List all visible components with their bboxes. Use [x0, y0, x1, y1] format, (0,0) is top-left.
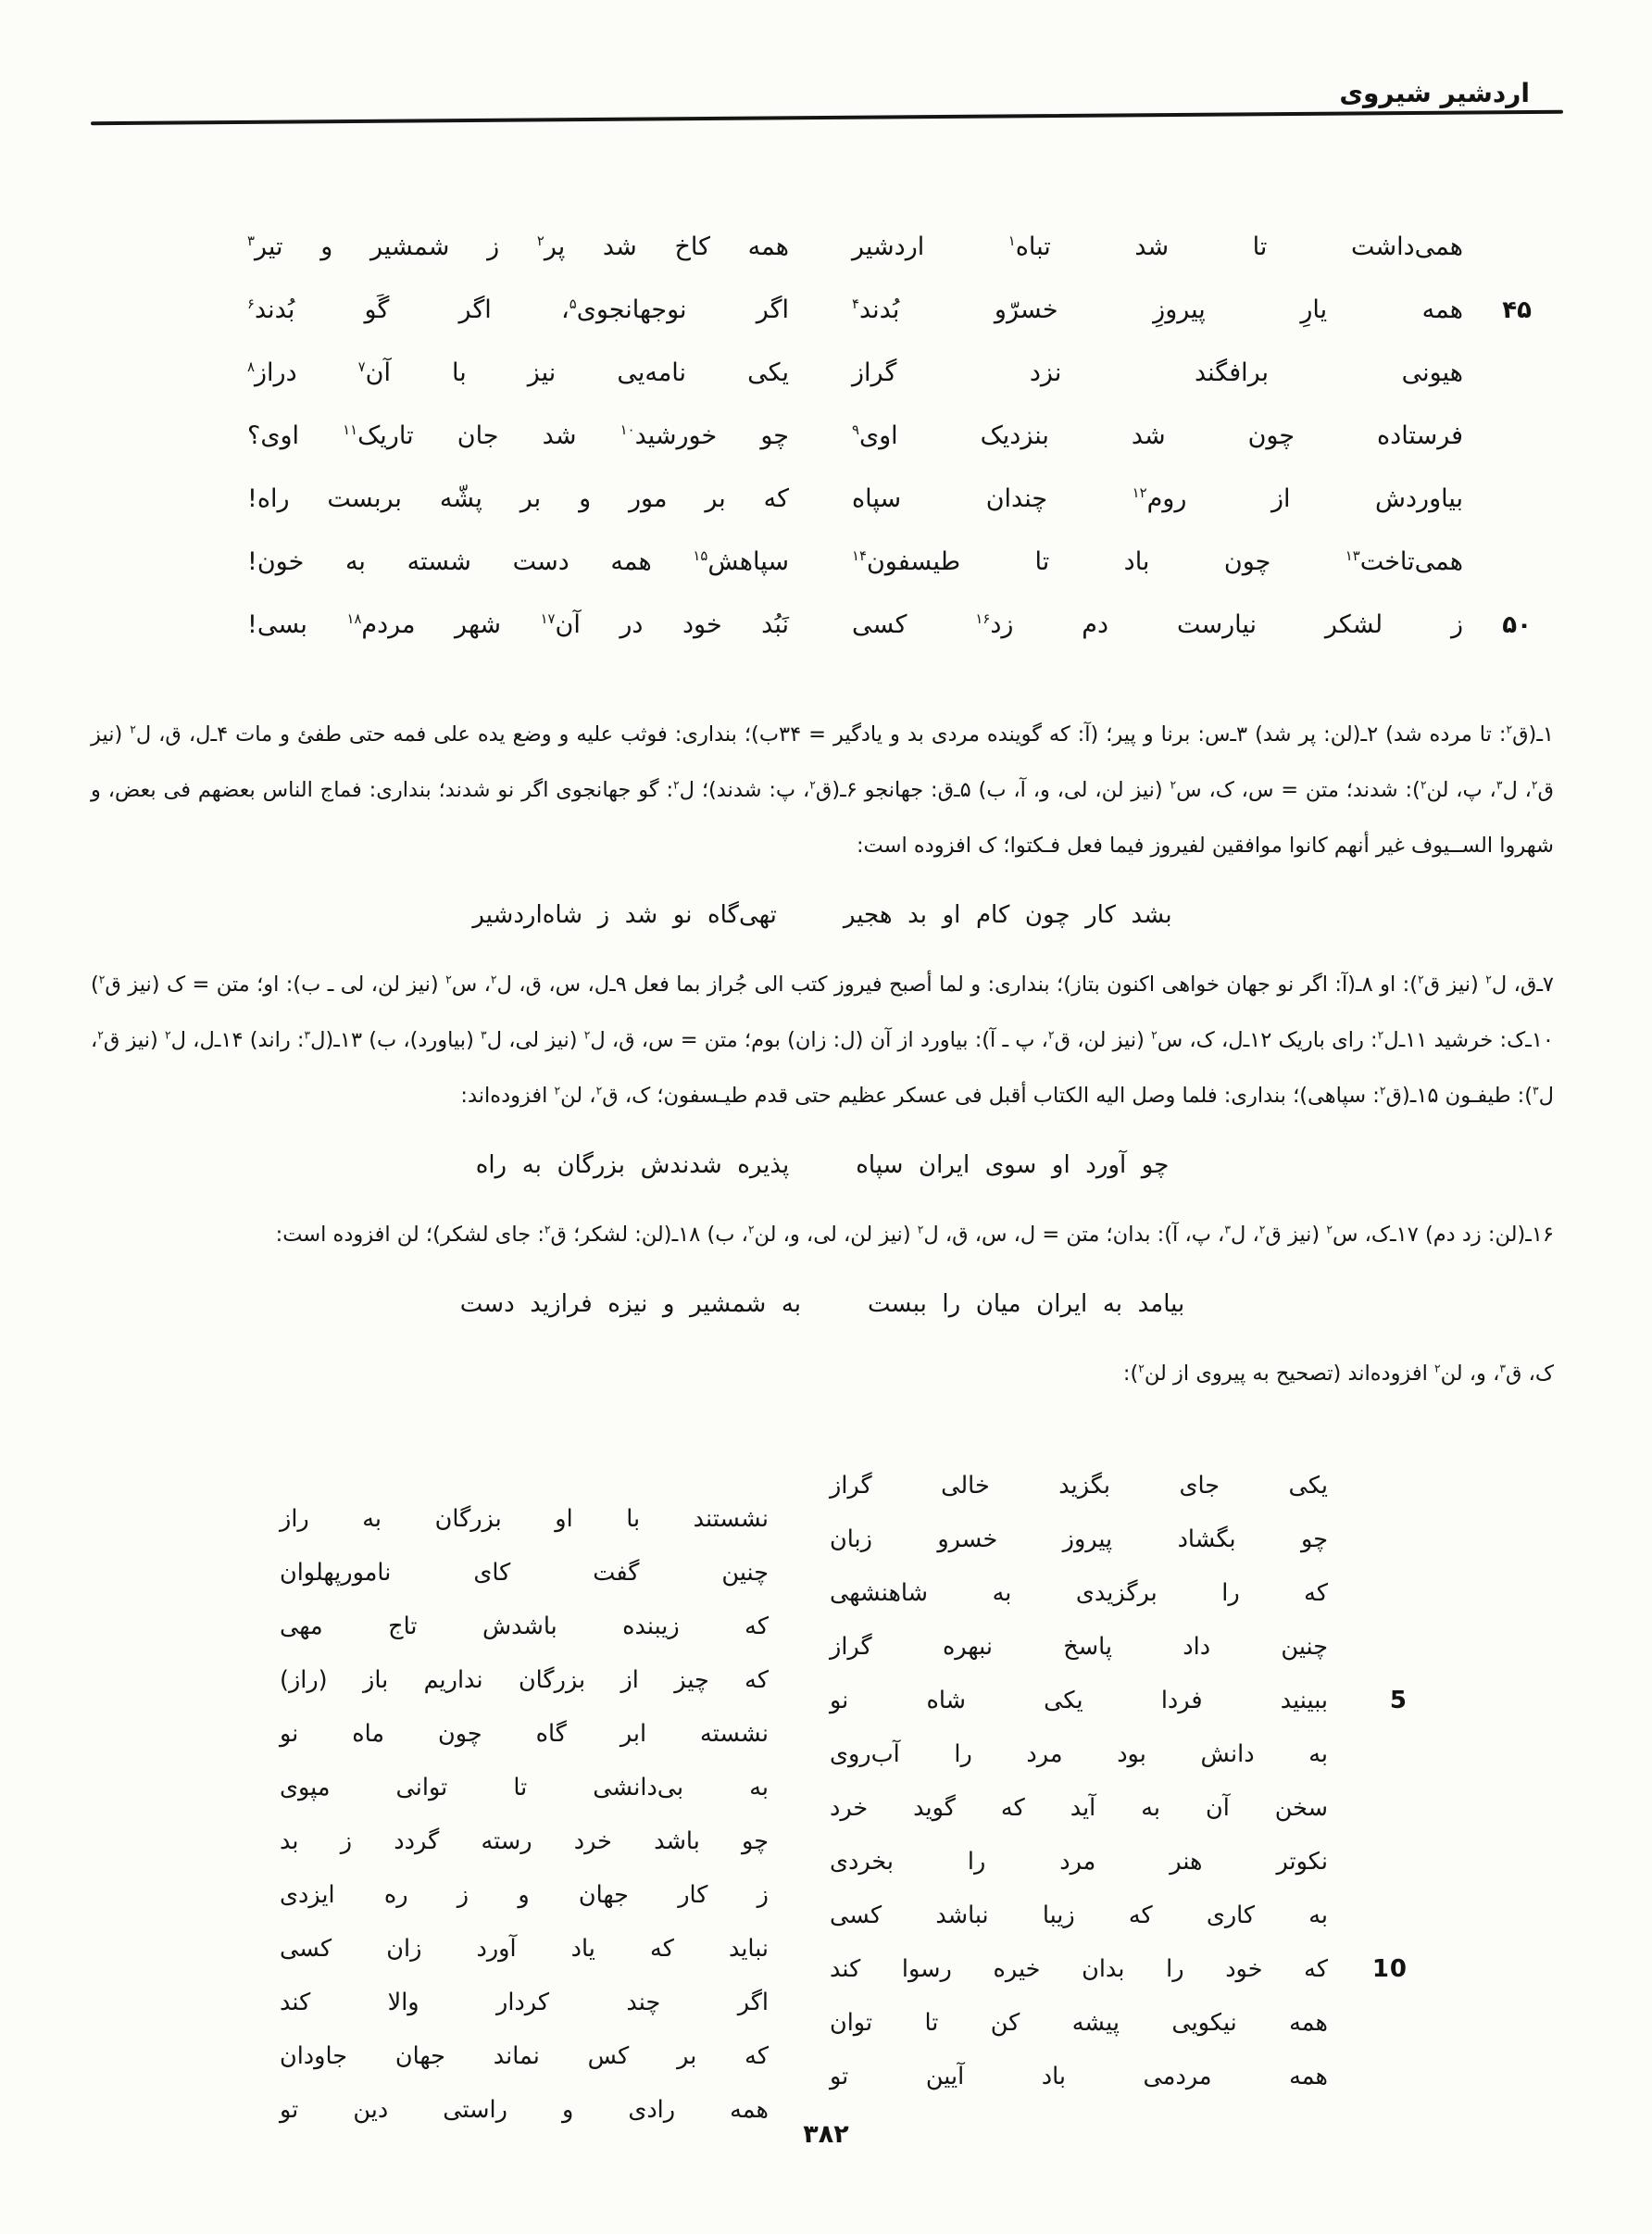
hemistich-left: که بر مور و بر پشّه بربست راه! — [247, 484, 789, 513]
quoted-hemistich-right: بشد کار چون کام او بد هجیر — [843, 901, 1172, 929]
hemistich-left: چو باشد خرد رسته گردد ز بد — [280, 1827, 769, 1855]
quoted-hemistich-left: به شمشیر و نیزه فرازید دست — [459, 1290, 802, 1318]
hemistich-left: نشستند با او بزرگان به راز — [280, 1505, 769, 1533]
hemistich-right: همی‌داشت تا شد تباه$^۱$ اردشیر — [852, 232, 1463, 261]
verse-row — [0, 342, 1532, 405]
hemistich-left: اگر چند کردار والا کند — [280, 1989, 769, 2016]
hemistich-left: یکی نامه‌یی نیز با آن$^۷$ دراز$^۸$ — [247, 358, 789, 387]
hemistich-right: چنین داد پاسخ نبهره گراز — [830, 1633, 1328, 1661]
verse-row — [0, 216, 1532, 279]
hemistich-left: اگر نوجهانجوی$^۵$، اگر گَو بُدند$^۶$ — [247, 295, 789, 324]
hemistich-left: ز کار جهان و ز ره ایزدی — [280, 1881, 769, 1909]
running-head — [0, 0, 1652, 108]
hemistich-left: نَبُد خود در آن$^{۱۷}$ شهر مردم$^{۱۸}$ بسی! — [247, 610, 790, 639]
quoted-verse-3 — [91, 1262, 1554, 1346]
verse-row — [0, 468, 1532, 531]
critical-apparatus — [91, 707, 1554, 1401]
quoted-hemistich-left: تهی‌گاه نو شد ز شاه‌اردشیر — [472, 901, 777, 929]
quoted-hemistich-right: بیامد به ایران میان را ببست — [868, 1290, 1185, 1318]
hemistich-right: همه یارِ پیروزِ خسرّو بُدند$^۴$ — [852, 295, 1463, 324]
verse-number-gutter — [1328, 1459, 1432, 2137]
quoted-hemistich-left: پذیره شدندش بزرگان به راه — [475, 1151, 790, 1179]
appendix-poem-block — [0, 1459, 1652, 2137]
hemistich-right: همه مردمی باد آیین تو — [830, 2063, 1328, 2090]
verse-number: 5 — [1389, 1687, 1408, 1714]
hemistich-right: به کاری که زیبا نباشد کسی — [830, 1901, 1328, 1929]
appendix-column-left — [280, 1459, 769, 2137]
verse-number: ۴۵ — [1502, 296, 1532, 324]
hemistich-right: ببینید فردا یکی شاه نو — [830, 1687, 1328, 1714]
quoted-verse-2 — [91, 1123, 1554, 1207]
verse-number: ۵۰ — [1502, 611, 1532, 639]
hemistich-left: که بر کس نماند جهان جاودان — [280, 2042, 769, 2070]
hemistich-right: که را برگزیدی به شاهنشهی — [830, 1579, 1328, 1607]
hemistich-left: چنین گفت کای نامورپهلوان — [280, 1559, 769, 1587]
main-poem-block — [0, 216, 1532, 657]
hemistich-right: همه نیکویی پیشه کن تا توان — [830, 2009, 1328, 2037]
hemistich-left: سپاهش$^{۱۵}$ همه دست شسته به خون! — [247, 547, 789, 576]
hemistich-right: که خود را بدان خیره رسوا کند — [830, 1955, 1328, 1983]
appendix-column-right — [830, 1459, 1328, 2137]
hemistich-right: به دانش بود مرد را آب‌روی — [830, 1740, 1328, 1768]
page-title: اردشیر شیروی — [1339, 78, 1530, 108]
hemistich-left: همه کاخ شد پر$^۲$ ز شمشیر و تیر$^۳$ — [247, 232, 789, 261]
hemistich-left: چو خورشید$^{۱۰}$ شد جان تاریک$^{۱۱}$ اوی؟ — [247, 421, 790, 450]
page-number: ۳۸۲ — [803, 2120, 849, 2149]
hemistich-left: که چیز از بزرگان نداریم باز (راز) — [280, 1666, 769, 1694]
hemistich-right: هیونی برافگند نزد گراز — [852, 358, 1463, 387]
hemistich-left: نشسته ابر گاه چون ماه نو — [280, 1720, 769, 1748]
hemistich-right: نکوتر هنر مرد را بخردی — [830, 1848, 1328, 1876]
apparatus-notes-1-6: ۱ـ‌(ق$^۲$: تا مرده شد) ۲ـ‌(لن: پر شد) ۳ـ‌س: برنا و پیر؛ (آ: که گوینده مردی بد و یادگیر = ۳۴ب)؛ بنداری: فوثب علیه و وضع یده علی فمه حتی طفئ و مات ۴ـ‌ل، ق، ل$^۲$ (نیز ق$^۲$، ل$^۳$، پ، لن$^۲$): شدند؛ متن = س، ک، س$^۲$ (نیز لن، لی، و، آ، ب) ۵ـ‌ق: جهانجو ۶ـ‌(ق$^۲$، پ: شدند)؛ ل$^۲$: گو جهانجوی اگر نو شدند؛ بنداری: فماج الناس بعضهم فی بعض، و شهروا الســیوف غیر أنهم کانوا موافقین لفیروز فیما فعل فـکتوا؛ ک افزوده است: — [91, 722, 1555, 858]
hemistich-right: ز لشکر نیارست دم زد$^{۱۶}$ کسی — [852, 610, 1463, 639]
hemistich-right: چو بگشاد پیروز خسرو زبان — [830, 1525, 1328, 1553]
apparatus-addition-note: ک، ق$^۳$، و، لن$^۲$ افزوده‌اند (تصحیح به پیروی از لن$^۲$): — [1122, 1362, 1554, 1386]
hemistich-right: بیاوردش از روم$^{۱۲}$ چندان سپاه — [852, 484, 1463, 513]
hemistich-right: سخن آن به آید که گوید خرد — [830, 1794, 1328, 1822]
quoted-verse-1 — [91, 873, 1554, 957]
verse-row — [0, 594, 1532, 657]
header-rule — [91, 110, 1563, 125]
verse-row — [0, 279, 1532, 342]
quoted-hemistich-right: چو آورد او سوی ایران سپاه — [856, 1151, 1170, 1179]
hemistich-left: که زیبنده باشدش تاج مهی — [280, 1613, 769, 1640]
verse-row — [0, 531, 1532, 594]
hemistich-right: یکی جای بگزید خالی گراز — [830, 1472, 1328, 1500]
hemistich-left: نباید که یاد آورد زان کسی — [280, 1935, 769, 1963]
hemistich-right: همی‌تاخت$^{۱۳}$ چون باد تا طیسفون$^{۱۴}$ — [852, 547, 1463, 576]
verse-row — [0, 405, 1532, 468]
verse-number: 10 — [1371, 1955, 1408, 1983]
hemistich-left: همه رادی و راستی دین تو — [280, 2096, 769, 2124]
apparatus-notes-7-15: ۷ـ‌ق، ل$^۲$ (نیز ق$^۲$): او ۸ـ‌(آ: اگر نو جهان خواهی اکنون بتاز)؛ بنداری: و لما أصبح فیروز کتب الی جُراز بما فعل ۹ـ‌ل، س، ق، ل$^۲$، س$^۲$ (نیز لن، لی ـ ب): او؛ متن = ک (نیز ق$^۲$) ۱۰ـ‌ک: خرشید ۱۱ـ‌ل$^۲$: رای باریک ۱۲ـ‌ل، ک، س$^۲$ (نیز لن، ق$^۲$، پ ـ آ): بیاورد از آن (ل: زان) بوم؛ متن = س، ق، ل$^۲$ (نیز لی، ل$^۳$ (بیاورد)، ب) ۱۳ـ‌(ل$^۳$: راند) ۱۴ـ‌ل، ل$^۲$ (نیز ق$^۲$، ل$^۳$): طیفـون ۱۵ـ‌(ق$^۲$: سپاهی)؛ بنداری: فلما وصل الیه الکتاب أقبل فی عسکر عظیم حتی قدم طیـسفون؛ ک، ق$^۲$، لن$^۲$ افزوده‌اند: — [91, 973, 1555, 1108]
hemistich-right: فرستاده چون شد بنزدیک اوی$^۹$ — [852, 421, 1463, 450]
apparatus-notes-16-18: ۱۶ـ‌(لن: زد دم) ۱۷ـ‌ک، س$^۲$ (نیز ق$^۲$، ل$^۳$، پ، آ): بدان؛ متن = ل، س، ق، ل$^۲$ (نیز لن، لی، و، لن$^۲$، ب) ۱۸ـ‌(لن: لشکر؛ ق$^۲$: جای لشکر)؛ لن افزوده است: — [275, 1223, 1554, 1247]
hemistich-left: به بی‌دانشی تا توانی مپوی — [280, 1774, 769, 1801]
